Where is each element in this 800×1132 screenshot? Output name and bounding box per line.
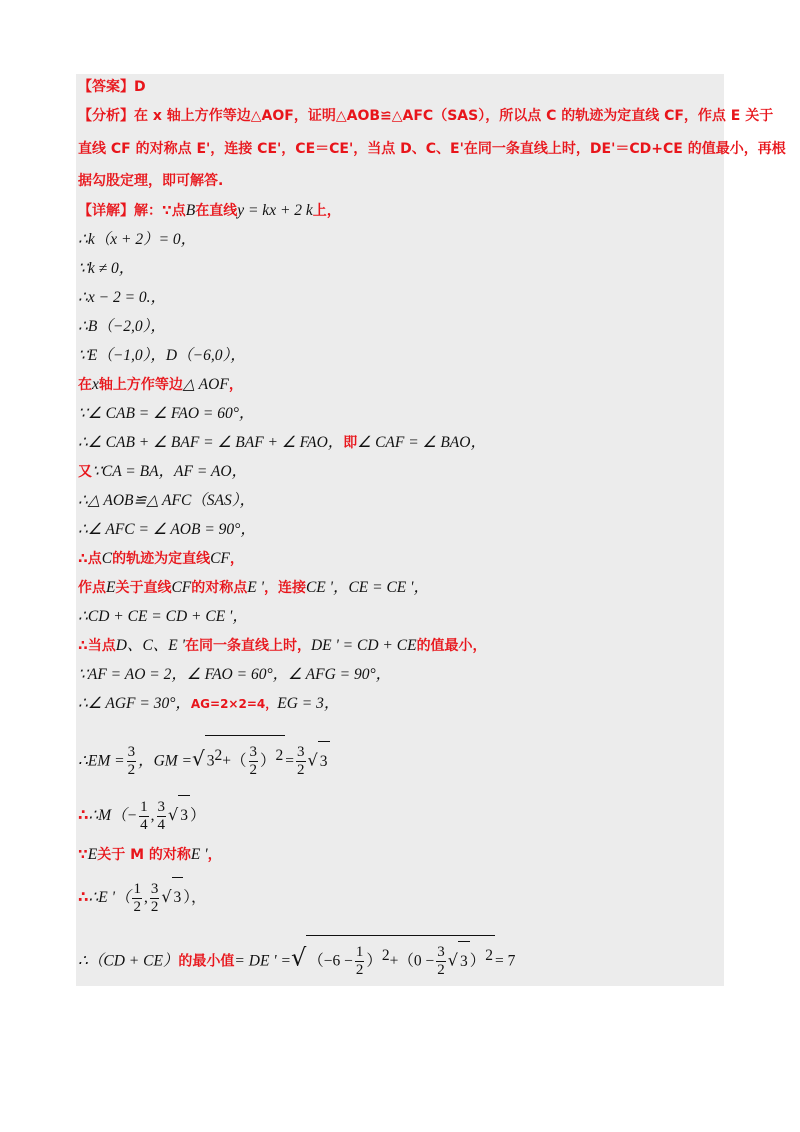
math-expr: ∵k ≠ 0，: [78, 260, 135, 277]
exponent: 2: [381, 947, 390, 964]
math-expr: ∴x − 2 = 0.，: [78, 289, 167, 306]
detail-line-2: [78, 230, 196, 250]
fraction-denominator: 2: [127, 762, 136, 779]
math-expr: ）: [366, 952, 382, 970]
math-expr: △ AOF: [182, 376, 229, 393]
therefore-symbol: ∴: [78, 806, 89, 824]
math-expr: C: [101, 550, 113, 567]
math-expr: = DE ' =: [234, 952, 291, 970]
radicand: 3: [318, 741, 330, 782]
math-expr: EG = 3，: [277, 695, 340, 712]
detail-text: 作点: [78, 580, 106, 596]
radicand: 3: [458, 941, 470, 982]
fraction-numerator: 3: [297, 744, 305, 761]
math-expr: x: [92, 376, 99, 393]
fraction: [249, 744, 259, 779]
detail-label: 【详解】: [78, 203, 134, 219]
math-expr: ,: [143, 889, 148, 906]
fraction-numerator: 1: [355, 944, 364, 961]
therefore-symbol: ∴: [78, 888, 89, 906]
fraction: [127, 744, 137, 779]
math-expr: ∴∠ CAB + ∠ BAF = ∠ BAF + ∠ FAO，: [78, 434, 344, 451]
analysis-line-1: [78, 106, 773, 126]
detail-line-12: [78, 520, 256, 540]
detail-text: 的轨迹为定直线: [112, 551, 211, 567]
detail-line-14: [78, 578, 429, 598]
detail-text: 关于直线: [115, 580, 172, 596]
detail-text: ，连接: [263, 580, 306, 596]
detail-line-13: [78, 549, 244, 569]
math-expr: 3: [206, 752, 215, 770]
detail-line-11: [78, 491, 255, 511]
fraction-denominator: 2: [249, 762, 258, 779]
math-expr: ∠ CAF = ∠ BAO，: [357, 434, 486, 451]
fraction: [132, 881, 142, 916]
math-expr: ∴CD + CE = CD + CE '，: [78, 608, 248, 625]
answer-value: D: [134, 79, 146, 95]
answer-label: 【答案】: [78, 79, 134, 95]
math-expr: ）: [469, 952, 486, 970]
radical-sign: √: [447, 950, 458, 970]
radical-sign: √: [307, 750, 318, 770]
radicand: [205, 735, 286, 782]
math-expr: +（0 −: [389, 952, 435, 970]
detail-line-18: [78, 694, 339, 714]
detail-line-17: [78, 665, 391, 685]
fraction: [139, 799, 149, 834]
detail-line-22: [78, 877, 207, 918]
detail-text: 即: [343, 435, 358, 451]
detail-line-7: [78, 375, 243, 395]
answer-line: [78, 77, 146, 97]
detail-text: ，: [207, 847, 222, 863]
detail-text: 上，: [312, 203, 341, 219]
math-expr: ），: [183, 889, 207, 906]
math-expr: ,: [150, 807, 155, 824]
radicand: [306, 935, 495, 982]
math-expr: ∴（CD + CE）: [78, 952, 179, 970]
fraction-denominator: 4: [157, 816, 166, 833]
math-expr: =: [285, 752, 295, 770]
analysis-text-1: 在 x 轴上方作等边△AOF，证明△AOB≌△AFC（SAS），所以点 C 的轨迹为定直线 CF，作点 E 关于: [134, 108, 774, 124]
math-expr: ）: [190, 807, 206, 824]
detail-line-23: [78, 935, 515, 982]
detail-line-16: [78, 636, 487, 656]
math-expr: E ': [190, 846, 208, 863]
math-expr: ∵CA = BA，AF = AO，: [92, 463, 248, 480]
math-expr: ∵∠ CAB = ∠ FAO = 60°，: [78, 405, 255, 422]
math-expr: ∴∠ AFC = ∠ AOB = 90°，: [78, 521, 256, 538]
fraction-numerator: 1: [140, 798, 148, 815]
fraction-numerator: 3: [150, 880, 159, 897]
math-expr: ，GM =: [138, 752, 193, 770]
detail-text: 关于 M 的对称: [97, 847, 191, 863]
math-expr: ∴EM =: [78, 752, 125, 770]
detail-text: ，: [228, 377, 243, 393]
detail-text: ，: [229, 551, 244, 567]
detail-text: 的对称点: [191, 580, 248, 596]
fraction-numerator: 3: [157, 798, 166, 815]
fraction-denominator: 2: [355, 962, 364, 979]
radical-sign: √: [290, 943, 307, 972]
fraction-denominator: 2: [150, 898, 159, 915]
math-expr: CF: [171, 579, 192, 596]
math-expr: CF: [210, 550, 230, 567]
math-expr: E: [106, 579, 116, 596]
math-expr: B: [185, 202, 196, 219]
math-expr: ∵E（−1,0），D（−6,0），: [78, 347, 246, 364]
math-expr: +（: [222, 752, 247, 770]
detail-text: 的最小值: [178, 953, 235, 970]
detail-text: 解：∵点: [134, 203, 186, 219]
detail-text: ∴点: [78, 551, 102, 567]
detail-line-5: [78, 317, 166, 337]
math-expr: ∴∠ AGF = 30°，: [78, 695, 191, 712]
math-expr: ∴△ AOB≌△ AFC（SAS），: [78, 492, 256, 509]
detail-line-19: [78, 735, 330, 782]
fraction-denominator: 4: [140, 816, 148, 833]
detail-line-9: [78, 433, 486, 453]
detail-text: 又: [78, 464, 92, 480]
analysis-text-3: 据勾股定理，即可解答.: [78, 173, 224, 189]
analysis-text-2: 直线 CF 的对称点 E'，连接 CE'，CE＝CE'，当点 D、C、E'在同一条直线上时，DE'＝CD+CE 的值最小，再根: [78, 141, 786, 157]
math-expr: ∵AF = AO = 2，∠ FAO = 60°，∠ AFG = 90°，: [78, 666, 392, 683]
detail-text: 的值最小，: [416, 638, 487, 654]
fraction-denominator: 2: [133, 898, 141, 915]
exponent: 2: [275, 747, 284, 764]
math-expr: ∴E '（: [88, 889, 131, 906]
exponent: 2: [485, 947, 493, 964]
analysis-line-3: [78, 171, 223, 191]
detail-line-21: [78, 845, 222, 865]
radicand: 3: [172, 877, 184, 918]
detail-line-3: [78, 259, 134, 279]
detail-text: ∴当点: [78, 638, 116, 654]
math-expr: = 7: [494, 952, 516, 970]
exponent: 2: [214, 747, 223, 764]
fraction: [296, 744, 306, 779]
detail-line-4: [78, 288, 166, 308]
detail-line-20: [78, 795, 206, 836]
detail-text: 轴上方作等边: [98, 377, 183, 393]
math-expr: CE '，CE = CE '，: [305, 579, 429, 596]
fraction-denominator: 2: [297, 762, 305, 779]
fraction-numerator: 3: [127, 744, 136, 761]
math-expr: DE ' = CD + CE: [310, 637, 417, 654]
fraction-numerator: 3: [437, 944, 445, 961]
radical-sign: √: [168, 805, 179, 824]
detail-line-15: [78, 607, 248, 627]
radical-sign: √: [161, 887, 172, 906]
fraction-denominator: 2: [437, 962, 445, 979]
detail-text: 在同一条直线上时，: [184, 638, 311, 654]
detail-text: AG=2×2=4，: [190, 697, 278, 711]
detail-line-10: [78, 462, 247, 482]
radical-sign: √: [192, 746, 205, 771]
detail-text: 在直线: [195, 203, 238, 219]
fraction-numerator: 1: [133, 880, 141, 897]
math-expr: （−6 −: [308, 952, 353, 970]
fraction-numerator: 3: [249, 744, 258, 761]
math-expr: y = kx + 2 k: [237, 202, 313, 219]
detail-line-1: [78, 201, 341, 221]
math-expr: E: [87, 846, 98, 863]
math-expr: ）: [260, 752, 276, 770]
analysis-label: 【分析】: [78, 108, 134, 124]
fraction: [436, 944, 446, 979]
detail-text: ∵: [78, 847, 88, 863]
radicand: 3: [178, 795, 190, 836]
math-expr: ∴k（x + 2）= 0，: [78, 231, 197, 248]
detail-line-8: [78, 404, 254, 424]
fraction: [157, 799, 167, 834]
math-expr: ∴B（−2,0），: [78, 318, 166, 335]
math-expr: D、C、E ': [115, 637, 185, 654]
math-expr: E ': [247, 579, 264, 596]
fraction: [355, 944, 365, 979]
math-expr: ∴M（−: [88, 807, 138, 824]
detail-line-6: [78, 346, 246, 366]
detail-text: 在: [78, 377, 92, 393]
fraction: [150, 881, 160, 916]
analysis-line-2: [78, 139, 786, 159]
